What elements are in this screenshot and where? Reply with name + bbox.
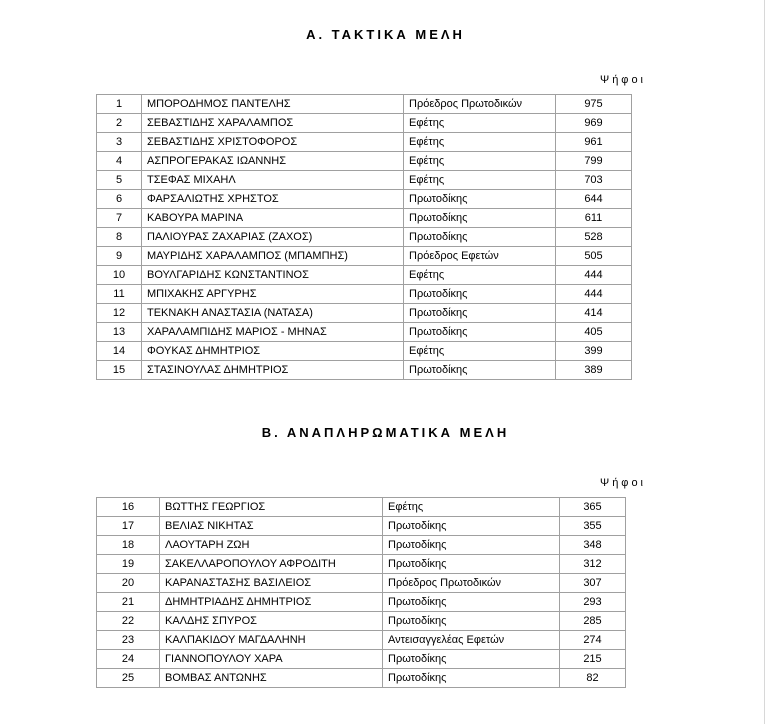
member-title: Εφέτης	[404, 133, 556, 152]
table-row	[97, 209, 632, 228]
member-title: Εφέτης	[404, 266, 556, 285]
member-votes: 389	[556, 361, 632, 380]
table-row	[97, 171, 632, 190]
row-number: 13	[97, 323, 142, 342]
member-votes: 285	[560, 612, 626, 631]
member-name: ΒΟΜΒΑΣ ΑΝΤΩΝΗΣ	[160, 669, 383, 688]
table-row	[97, 631, 626, 650]
member-title: Πρωτοδίκης	[404, 209, 556, 228]
member-name: ΒΟΥΛΓΑΡΙΔΗΣ ΚΩΝΣΤΑΝΤΙΝΟΣ	[142, 266, 404, 285]
member-name: ΑΣΠΡΟΓΕΡΑΚΑΣ ΙΩΑΝΝΗΣ	[142, 152, 404, 171]
row-number: 6	[97, 190, 142, 209]
row-number: 14	[97, 342, 142, 361]
member-title: Πρωτοδίκης	[404, 190, 556, 209]
member-name: ΚΑΛΔΗΣ ΣΠΥΡΟΣ	[160, 612, 383, 631]
member-name: ΦΟΥΚΑΣ ΔΗΜΗΤΡΙΟΣ	[142, 342, 404, 361]
member-name: ΔΗΜΗΤΡΙΑΔΗΣ ΔΗΜΗΤΡΙΟΣ	[160, 593, 383, 612]
member-votes: 505	[556, 247, 632, 266]
member-name: ΤΣΕΦΑΣ ΜΙΧΑΗΛ	[142, 171, 404, 190]
row-number: 23	[97, 631, 160, 650]
member-votes: 528	[556, 228, 632, 247]
row-number: 7	[97, 209, 142, 228]
member-votes: 293	[560, 593, 626, 612]
member-title: Εφέτης	[404, 171, 556, 190]
member-name: ΛΑΟΥΤΑΡΗ ΖΩΗ	[160, 536, 383, 555]
table-row	[97, 555, 626, 574]
member-name: ΠΑΛΙΟΥΡΑΣ ΖΑΧΑΡΙΑΣ (ΖΑΧΟΣ)	[142, 228, 404, 247]
member-votes: 405	[556, 323, 632, 342]
row-number: 1	[97, 95, 142, 114]
member-votes: 703	[556, 171, 632, 190]
member-name: ΓΙΑΝΝΟΠΟΥΛΟΥ ΧΑΡΑ	[160, 650, 383, 669]
member-title: Εφέτης	[404, 342, 556, 361]
member-votes: 444	[556, 285, 632, 304]
member-votes: 969	[556, 114, 632, 133]
row-number: 3	[97, 133, 142, 152]
member-votes: 348	[560, 536, 626, 555]
members-table-a	[96, 94, 632, 380]
member-name: ΚΑΡΑΝΑΣΤΑΣΗΣ ΒΑΣΙΛΕΙΟΣ	[160, 574, 383, 593]
member-votes: 274	[560, 631, 626, 650]
member-name: ΚΑΛΠΑΚΙΔΟΥ ΜΑΓΔΑΛΗΝΗ	[160, 631, 383, 650]
row-number: 20	[97, 574, 160, 593]
member-name: ΜΑΥΡΙΔΗΣ ΧΑΡΑΛΑΜΠΟΣ (ΜΠΑΜΠΗΣ)	[142, 247, 404, 266]
row-number: 25	[97, 669, 160, 688]
member-votes: 975	[556, 95, 632, 114]
row-number: 9	[97, 247, 142, 266]
page-edge-divider	[764, 0, 765, 724]
member-title: Πρωτοδίκης	[383, 650, 560, 669]
member-title: Πρωτοδίκης	[383, 536, 560, 555]
member-title: Εφέτης	[404, 152, 556, 171]
table-row	[97, 304, 632, 323]
member-votes: 961	[556, 133, 632, 152]
member-name: ΒΕΛΙΑΣ ΝΙΚΗΤΑΣ	[160, 517, 383, 536]
member-votes: 644	[556, 190, 632, 209]
member-name: ΣΕΒΑΣΤΙΔΗΣ ΧΑΡΑΛΑΜΠΟΣ	[142, 114, 404, 133]
table-row	[97, 152, 632, 171]
member-name: ΦΑΡΣΑΛΙΩΤΗΣ ΧΡΗΣΤΟΣ	[142, 190, 404, 209]
row-number: 11	[97, 285, 142, 304]
member-title: Πρωτοδίκης	[404, 361, 556, 380]
member-name: ΧΑΡΑΛΑΜΠΙΔΗΣ ΜΑΡΙΟΣ - ΜΗΝΑΣ	[142, 323, 404, 342]
member-votes: 799	[556, 152, 632, 171]
member-votes: 365	[560, 498, 626, 517]
table-row	[97, 247, 632, 266]
table-row	[97, 228, 632, 247]
member-votes: 82	[560, 669, 626, 688]
row-number: 2	[97, 114, 142, 133]
section-b-votes-caption: Ψήφοι	[600, 477, 647, 489]
table-row	[97, 342, 632, 361]
member-title: Πρόεδρος Πρωτοδικών	[383, 574, 560, 593]
row-number: 5	[97, 171, 142, 190]
member-title: Αντεισαγγελέας Εφετών	[383, 631, 560, 650]
table-row	[97, 133, 632, 152]
table-row	[97, 574, 626, 593]
row-number: 8	[97, 228, 142, 247]
member-votes: 355	[560, 517, 626, 536]
member-title: Πρωτοδίκης	[383, 593, 560, 612]
member-name: ΚΑΒΟΥΡΑ ΜΑΡΙΝΑ	[142, 209, 404, 228]
row-number: 10	[97, 266, 142, 285]
member-name: ΣΑΚΕΛΛΑΡΟΠΟΥΛΟΥ ΑΦΡΟΔΙΤΗ	[160, 555, 383, 574]
row-number: 12	[97, 304, 142, 323]
member-name: ΒΩΤΤΗΣ ΓΕΩΡΓΙΟΣ	[160, 498, 383, 517]
member-title: Πρωτοδίκης	[383, 517, 560, 536]
row-number: 17	[97, 517, 160, 536]
member-title: Πρωτοδίκης	[383, 669, 560, 688]
member-name: ΜΠΙΧΑΚΗΣ ΑΡΓΥΡΗΣ	[142, 285, 404, 304]
table-row	[97, 266, 632, 285]
table-row	[97, 95, 632, 114]
member-title: Εφέτης	[383, 498, 560, 517]
table-row	[97, 612, 626, 631]
table-row	[97, 114, 632, 133]
table-row	[97, 517, 626, 536]
table-row	[97, 669, 626, 688]
member-name: ΜΠΟΡΟΔΗΜΟΣ ΠΑΝΤΕΛΗΣ	[142, 95, 404, 114]
table-row	[97, 593, 626, 612]
row-number: 19	[97, 555, 160, 574]
row-number: 16	[97, 498, 160, 517]
member-name: ΤΕΚΝΑΚΗ ΑΝΑΣΤΑΣΙΑ (ΝΑΤΑΣΑ)	[142, 304, 404, 323]
section-b-title: Β. ΑΝΑΠΛΗΡΩΜΑΤΙΚΑ ΜΕΛΗ	[261, 425, 510, 440]
member-name: ΣΤΑΣΙΝΟΥΛΑΣ ΔΗΜΗΤΡΙΟΣ	[142, 361, 404, 380]
member-title: Πρωτοδίκης	[404, 304, 556, 323]
member-title: Εφέτης	[404, 114, 556, 133]
member-title: Πρόεδρος Πρωτοδικών	[404, 95, 556, 114]
member-votes: 611	[556, 209, 632, 228]
table-row	[97, 190, 632, 209]
member-votes: 312	[560, 555, 626, 574]
members-table-b	[96, 497, 626, 688]
table-row	[97, 323, 632, 342]
row-number: 18	[97, 536, 160, 555]
row-number: 4	[97, 152, 142, 171]
row-number: 21	[97, 593, 160, 612]
table-row	[97, 650, 626, 669]
member-title: Πρωτοδίκης	[404, 285, 556, 304]
member-name: ΣΕΒΑΣΤΙΔΗΣ ΧΡΙΣΤΟΦΟΡΟΣ	[142, 133, 404, 152]
member-title: Πρωτοδίκης	[404, 228, 556, 247]
table-row	[97, 498, 626, 517]
member-title: Πρωτοδίκης	[383, 612, 560, 631]
table-row	[97, 361, 632, 380]
members-table-a-body	[97, 95, 632, 380]
member-votes: 444	[556, 266, 632, 285]
member-title: Πρωτοδίκης	[383, 555, 560, 574]
member-votes: 215	[560, 650, 626, 669]
row-number: 15	[97, 361, 142, 380]
table-row	[97, 285, 632, 304]
row-number: 22	[97, 612, 160, 631]
member-title: Πρωτοδίκης	[404, 323, 556, 342]
member-votes: 414	[556, 304, 632, 323]
member-title: Πρόεδρος Εφετών	[404, 247, 556, 266]
members-table-b-body	[97, 498, 626, 688]
section-a-title: Α. ΤΑΚΤΙΚΑ ΜΕΛΗ	[306, 27, 465, 42]
table-row	[97, 536, 626, 555]
row-number: 24	[97, 650, 160, 669]
section-a-votes-caption: Ψήφοι	[600, 74, 647, 86]
member-votes: 307	[560, 574, 626, 593]
member-votes: 399	[556, 342, 632, 361]
